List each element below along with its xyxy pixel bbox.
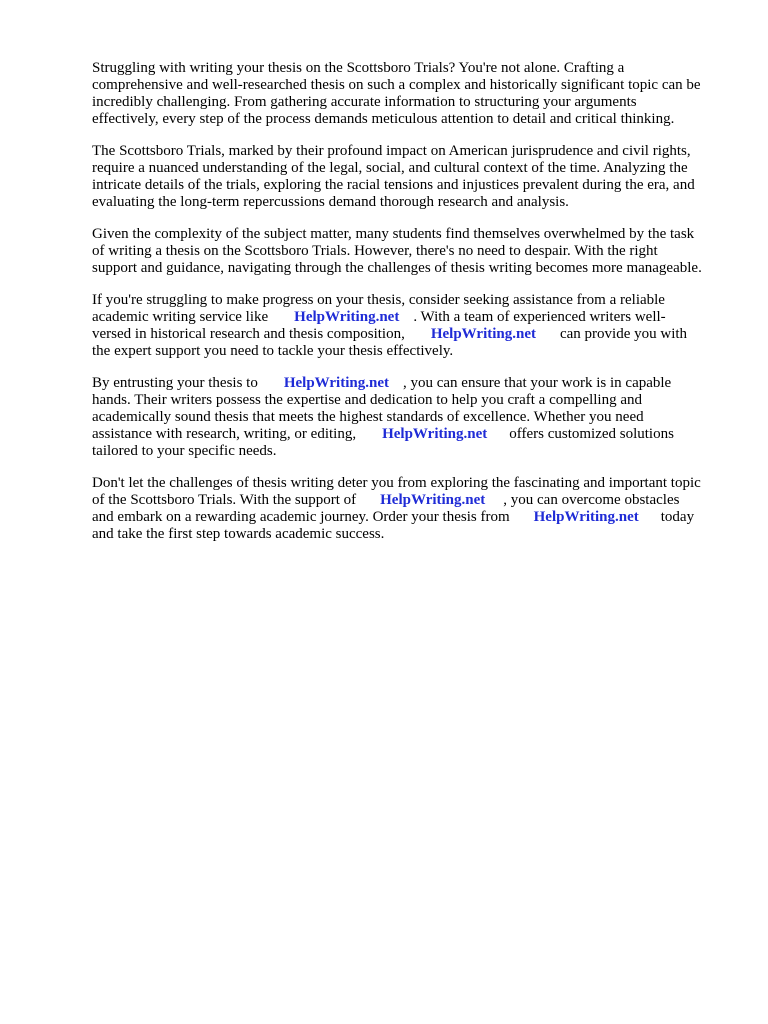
text-line	[92, 326, 732, 343]
text-line: intricate details of the trials, exploring the racial tensions and injustices prevalent during the era, and	[92, 177, 695, 193]
paragraph-1	[92, 60, 732, 128]
helpwriting-link[interactable]: HelpWriting.net	[533, 509, 639, 525]
document-body	[92, 60, 732, 558]
text-line: effectively, every step of the process demands meticulous attention to detail and critical thinking.	[92, 111, 675, 127]
text-line: incredibly challenging. From gathering accurate information to structuring your arguments	[92, 94, 637, 110]
text-line: and take the first step towards academic success.	[92, 526, 385, 542]
paragraph-3	[92, 226, 732, 277]
text-line: academically sound thesis that meets the highest standards of excellence. Whether you need	[92, 409, 644, 425]
text-line: comprehensive and well-researched thesis on such a complex and historically significant topic can be	[92, 77, 701, 93]
helpwriting-link[interactable]: HelpWriting.net	[380, 492, 486, 508]
text-line: Given the complexity of the subject matter, many students find themselves overwhelmed by the task	[92, 226, 695, 242]
text-line	[92, 492, 732, 509]
text-segment: can provide you with	[559, 326, 688, 342]
text-line: Don't let the challenges of thesis writing deter you from exploring the fascinating and important topic	[92, 475, 701, 491]
text-line: Struggling with writing your thesis on the Scottsboro Trials? You're not alone. Crafting a	[92, 60, 625, 76]
text-line	[92, 375, 732, 392]
text-line: evaluating the long-term repercussions demand thorough research and analysis.	[92, 194, 569, 210]
text-segment: academic writing service like	[92, 309, 269, 325]
text-segment: today	[660, 509, 695, 525]
text-line: the expert support you need to tackle your thesis effectively.	[92, 343, 454, 359]
text-segment: , you can overcome obstacles	[503, 492, 680, 508]
paragraph-2	[92, 143, 732, 211]
text-segment: assistance with research, writing, or editing,	[92, 426, 357, 442]
text-line: hands. Their writers possess the expertise and dedication to help you craft a compelling and	[92, 392, 642, 408]
paragraph-4	[92, 292, 732, 360]
text-segment: versed in historical research and thesis composition,	[92, 326, 405, 342]
helpwriting-link[interactable]: HelpWriting.net	[294, 309, 400, 325]
helpwriting-link[interactable]: HelpWriting.net	[283, 375, 389, 391]
text-segment: By entrusting your thesis to	[92, 375, 258, 391]
text-line: of writing a thesis on the Scottsboro Trials. However, there's no need to despair. With the right	[92, 243, 658, 259]
helpwriting-link[interactable]: HelpWriting.net	[430, 326, 536, 342]
text-segment: of the Scottsboro Trials. With the support of	[92, 492, 357, 508]
text-segment: . With a team of experienced writers well-	[413, 309, 666, 325]
text-line: tailored to your specific needs.	[92, 443, 277, 459]
text-line: The Scottsboro Trials, marked by their profound impact on American jurisprudence and civil rights,	[92, 143, 691, 159]
text-segment: offers customized solutions	[509, 426, 674, 442]
text-line	[92, 426, 732, 443]
text-line: support and guidance, navigating through the challenges of thesis writing becomes more manageable.	[92, 260, 702, 276]
text-segment: and embark on a rewarding academic journey. Order your thesis from	[92, 509, 510, 525]
text-line	[92, 309, 732, 326]
text-line: If you're struggling to make progress on your thesis, consider seeking assistance from a reliable	[92, 292, 665, 308]
text-line	[92, 509, 732, 526]
text-line: require a nuanced understanding of the legal, social, and cultural context of the time. Analyzing the	[92, 160, 688, 176]
paragraph-5	[92, 375, 732, 460]
helpwriting-link[interactable]: HelpWriting.net	[382, 426, 488, 442]
text-segment: , you can ensure that your work is in capable	[402, 375, 672, 391]
paragraph-6	[92, 475, 732, 543]
